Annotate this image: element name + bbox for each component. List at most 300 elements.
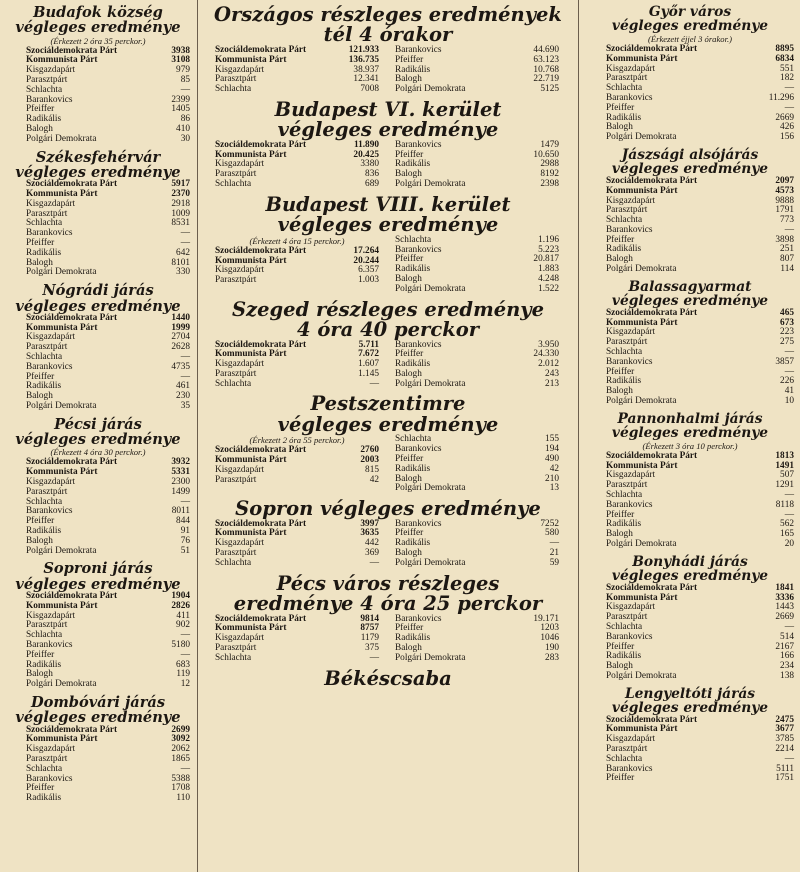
vote-count: 20.244: [353, 255, 379, 266]
party-name: Kisgazdapárt: [606, 195, 656, 206]
vote-count: 223: [780, 327, 794, 338]
result-row: [606, 501, 794, 511]
vote-count: 8757: [360, 623, 379, 634]
vote-count: 1791: [775, 205, 794, 216]
left-column: [0, 0, 196, 872]
vote-count: —: [369, 652, 379, 663]
vote-count: 3898: [775, 234, 794, 245]
party-name: Radikális: [26, 525, 62, 536]
vote-count: 283: [545, 652, 559, 663]
party-name: Kommunista Párt: [215, 349, 287, 360]
result-section: [0, 0, 196, 145]
section-title: Budapest VIII. kerület: [265, 192, 511, 216]
party-name: Parasztpárt: [215, 74, 257, 85]
vote-count: 213: [545, 378, 559, 389]
party-name: Schlachta: [26, 84, 63, 95]
party-name: Radikális: [26, 793, 62, 804]
vote-count: 815: [365, 465, 379, 476]
vote-count: —: [180, 649, 190, 660]
party-name: Barankovics: [606, 631, 653, 642]
vote-count: 3938: [171, 45, 190, 56]
vote-count: 166: [780, 651, 794, 662]
party-name: Radikális: [26, 114, 62, 125]
vote-count: 411: [176, 610, 190, 621]
vote-count: 243: [545, 368, 559, 379]
section-title: végleges eredménye: [277, 412, 499, 436]
party-name: Pfeiffer: [606, 234, 635, 245]
result-list: [393, 435, 559, 494]
party-name: Polgári Demokrata: [395, 378, 466, 389]
result-row: [395, 484, 559, 494]
result-row: [606, 540, 794, 550]
result-section: [580, 0, 800, 143]
party-name: Polgári Demokrata: [395, 84, 466, 95]
party-name: Kommunista Párt: [606, 317, 678, 328]
vote-count: 2370: [171, 189, 190, 200]
result-list: [6, 458, 190, 556]
vote-count: 51: [180, 545, 190, 556]
party-name: Parasztpárt: [606, 744, 648, 755]
party-name: Balogh: [606, 386, 633, 397]
result-list: [6, 726, 190, 804]
party-name: Balogh: [395, 74, 422, 85]
vote-count: 689: [365, 179, 379, 190]
vote-count: 4.248: [538, 273, 559, 284]
vote-count: 2062: [171, 744, 190, 755]
party-name: Pfeiffer: [26, 516, 55, 527]
party-name: Balogh: [606, 529, 633, 540]
result-row: [606, 377, 794, 387]
vote-count: —: [784, 621, 794, 632]
result-row: [395, 380, 559, 390]
party-name: Parasztpárt: [606, 612, 648, 623]
vote-count: 642: [176, 247, 190, 258]
arrival-note: (Érkezett 4 óra 30 perckor.): [50, 447, 146, 458]
result-list: [6, 592, 190, 690]
party-name: Radikális: [606, 244, 642, 255]
vote-count: 30: [180, 133, 190, 144]
party-name: Polgári Demokrata: [26, 267, 97, 278]
party-name: Balogh: [26, 257, 53, 268]
result-list: [6, 47, 190, 145]
result-list: [586, 309, 794, 407]
vote-count: 369: [365, 548, 379, 559]
party-name: Szociáldemokrata Párt: [26, 179, 118, 190]
party-name: Schlachta: [26, 630, 63, 641]
party-name: Barankovics: [395, 44, 442, 55]
result-section: [199, 295, 577, 390]
party-name: Parasztpárt: [606, 337, 648, 348]
vote-count: 194: [545, 444, 559, 455]
result-row: [215, 180, 379, 190]
party-name: Pfeiffer: [606, 641, 635, 652]
vote-count: 11.296: [768, 92, 794, 103]
party-name: Polgári Demokrata: [26, 133, 97, 144]
party-name: Parasztpárt: [215, 368, 257, 379]
party-name: Kommunista Párt: [215, 255, 287, 266]
result-list: [586, 45, 794, 143]
party-name: Kommunista Párt: [606, 53, 678, 64]
party-name: Radikális: [606, 651, 642, 662]
result-row: [606, 765, 794, 775]
vote-count: 138: [780, 670, 794, 681]
party-name: Balogh: [26, 124, 53, 134]
result-row: [606, 133, 794, 143]
result-row: [395, 285, 559, 295]
section-title: végleges eredménye: [611, 568, 769, 585]
section-title: végleges eredménye: [15, 575, 181, 593]
vote-count: 5.223: [538, 244, 559, 255]
vote-count: 2669: [775, 612, 794, 623]
vote-count: 375: [365, 642, 379, 653]
result-row: [26, 402, 190, 412]
vote-count: 9888: [775, 195, 794, 206]
vote-count: 1813: [775, 450, 794, 461]
party-name: Radikális: [26, 247, 62, 258]
section-title: végleges eredménye: [611, 161, 769, 178]
vote-count: 3857: [775, 356, 794, 367]
party-name: Balogh: [395, 642, 422, 653]
result-section: [199, 389, 577, 494]
section-title: Pestszentimre: [310, 392, 466, 416]
party-name: Pfeiffer: [395, 349, 424, 360]
vote-count: 155: [545, 434, 559, 445]
result-row: [395, 85, 559, 95]
party-name: Kisgazdapárt: [606, 734, 656, 745]
party-name: Schlachta: [215, 378, 252, 389]
result-row: [215, 476, 379, 486]
vote-count: —: [180, 228, 190, 239]
party-name: Pfeiffer: [395, 254, 424, 265]
vote-count: 3997: [360, 518, 379, 529]
vote-count: 63.123: [533, 54, 559, 65]
vote-count: —: [549, 538, 559, 549]
party-name: Pfeiffer: [395, 454, 424, 465]
arrival-note: (Érkezett 4 óra 15 perckor.): [249, 235, 345, 246]
party-name: Schlachta: [606, 753, 643, 764]
vote-count: 1865: [171, 753, 190, 764]
result-section: [199, 0, 577, 95]
vote-count: 514: [780, 631, 794, 642]
section-title: végleges eredménye: [611, 18, 769, 35]
result-list: [6, 314, 190, 412]
party-name: Parasztpárt: [606, 73, 648, 84]
vote-count: 8101: [171, 257, 190, 268]
vote-count: 1203: [540, 623, 559, 634]
party-name: Parasztpárt: [215, 169, 257, 180]
party-name: Barankovics: [606, 499, 653, 510]
result-columns: [205, 341, 571, 390]
party-name: Barankovics: [395, 244, 442, 255]
vote-count: 17.264: [353, 245, 379, 256]
party-name: Kisgazdapárt: [606, 327, 656, 338]
party-name: Pfeiffer: [606, 509, 635, 520]
arrival-note: (Érkezett 2 óra 55 perckor.): [249, 435, 345, 446]
result-list: [586, 584, 794, 682]
vote-count: 42: [369, 474, 379, 485]
party-name: Schlachta: [215, 652, 252, 663]
vote-count: —: [180, 238, 190, 248]
party-name: Pfeiffer: [26, 104, 55, 115]
result-row: [606, 265, 794, 275]
party-name: Kommunista Párt: [606, 724, 678, 735]
party-name: Barankovics: [26, 361, 73, 372]
party-name: Szociáldemokrata Párt: [215, 245, 307, 256]
vote-count: 2.012: [538, 359, 559, 370]
result-columns: [205, 520, 571, 569]
vote-count: 902: [176, 620, 190, 631]
vote-count: —: [784, 366, 794, 377]
party-name: Kommunista Párt: [606, 185, 678, 196]
vote-count: 2167: [775, 641, 794, 652]
party-name: Barankovics: [395, 139, 442, 150]
party-name: Barankovics: [606, 356, 653, 367]
section-title: Lengyeltóti járás: [624, 685, 756, 702]
party-name: Kommunista Párt: [215, 528, 287, 539]
vote-count: 165: [780, 529, 794, 540]
party-name: Pfeiffer: [395, 149, 424, 160]
party-name: Schlachta: [606, 621, 643, 632]
result-section: [0, 145, 196, 279]
vote-count: 156: [780, 132, 794, 143]
vote-count: 979: [176, 65, 190, 76]
result-columns: [205, 141, 571, 190]
vote-count: —: [784, 753, 794, 764]
vote-count: 2300: [171, 477, 190, 487]
party-name: Barankovics: [606, 763, 653, 774]
party-name: Schlachta: [606, 83, 643, 94]
vote-count: 11.890: [353, 139, 379, 150]
result-row: [215, 559, 379, 569]
vote-count: 1479: [540, 139, 559, 150]
party-name: Schlachta: [26, 496, 63, 507]
vote-count: 6834: [775, 53, 794, 64]
result-list: [586, 716, 794, 785]
party-name: Schlachta: [395, 234, 432, 245]
vote-count: 4735: [171, 361, 190, 372]
vote-count: 20.817: [533, 254, 559, 265]
party-name: Polgári Demokrata: [26, 679, 97, 690]
vote-count: 1.145: [358, 368, 379, 379]
section-title: végleges eredménye: [15, 163, 181, 181]
party-name: Szociáldemokrata Párt: [215, 44, 307, 55]
party-name: Kisgazdapárt: [215, 538, 265, 549]
party-name: Kommunista Párt: [26, 55, 98, 66]
party-name: Szociáldemokrata Párt: [26, 312, 118, 323]
result-row: [606, 774, 794, 784]
vote-count: 330: [176, 267, 190, 278]
party-name: Kommunista Párt: [215, 623, 287, 634]
section-title: Országos részleges eredmények: [214, 3, 562, 26]
party-name: Parasztpárt: [215, 548, 257, 559]
result-section: [199, 664, 577, 689]
result-row: [395, 180, 559, 190]
result-list: [215, 520, 393, 569]
vote-count: 3677: [775, 724, 794, 735]
result-columns: [205, 435, 571, 494]
vote-count: 8011: [171, 506, 190, 517]
vote-count: 1179: [360, 633, 379, 644]
section-title: Szeged részleges eredménye: [231, 297, 545, 321]
column-rule: [197, 0, 198, 872]
vote-count: 5917: [171, 179, 190, 190]
vote-count: 562: [780, 519, 794, 530]
vote-count: —: [180, 630, 190, 641]
vote-count: 2214: [775, 744, 794, 755]
party-name: Kommunista Párt: [26, 734, 98, 745]
vote-count: 1751: [775, 773, 794, 784]
party-name: Polgári Demokrata: [395, 179, 466, 190]
vote-count: 5.711: [358, 339, 379, 350]
result-list: [215, 341, 393, 390]
result-list: [215, 435, 393, 494]
result-section: [199, 494, 577, 568]
vote-count: 6.357: [358, 265, 379, 276]
section-title: Balassagyarmat: [628, 278, 752, 295]
result-row: [26, 135, 190, 145]
party-name: Kommunista Párt: [215, 455, 287, 466]
section-title: Békéscsaba: [324, 666, 452, 690]
party-name: Szociáldemokrata Párt: [26, 45, 118, 56]
vote-count: 9814: [360, 613, 379, 624]
vote-count: —: [784, 347, 794, 358]
result-row: [606, 94, 794, 104]
vote-count: 230: [176, 391, 190, 402]
vote-count: —: [180, 352, 190, 362]
result-columns: [205, 236, 571, 295]
vote-count: 2669: [775, 112, 794, 123]
party-name: Kisgazdapárt: [215, 64, 265, 75]
vote-count: 3635: [360, 528, 379, 539]
result-row: [215, 654, 379, 664]
party-name: Szociáldemokrata Párt: [215, 339, 307, 350]
section-title: Székesfehérvár: [35, 148, 161, 166]
result-columns: [205, 46, 571, 95]
section-title: végleges eredménye: [611, 700, 769, 717]
party-name: Schlachta: [26, 218, 63, 229]
party-name: Balogh: [606, 254, 633, 265]
party-name: Balogh: [395, 273, 422, 284]
party-name: Polgári Demokrata: [606, 132, 677, 143]
vote-count: 20.425: [353, 149, 379, 160]
vote-count: 2097: [775, 175, 794, 186]
party-name: Polgári Demokrata: [395, 652, 466, 663]
vote-count: 461: [176, 381, 190, 392]
vote-count: —: [784, 509, 794, 520]
party-name: Balogh: [395, 169, 422, 180]
vote-count: 3932: [171, 457, 190, 468]
party-name: Polgári Demokrata: [395, 557, 466, 568]
vote-count: 7252: [540, 518, 559, 529]
vote-count: 275: [780, 337, 794, 348]
vote-count: 5111: [776, 763, 794, 774]
vote-count: 182: [780, 73, 794, 84]
result-row: [215, 380, 379, 390]
result-list: [393, 236, 559, 295]
result-row: [606, 226, 794, 236]
vote-count: 1405: [171, 104, 190, 115]
party-name: Kommunista Párt: [606, 592, 678, 603]
party-name: Kisgazdapárt: [26, 744, 76, 755]
vote-count: —: [784, 83, 794, 94]
vote-count: 2760: [360, 445, 379, 456]
party-name: Radikális: [395, 538, 431, 549]
section-title: eredménye 4 óra 25 perckor: [233, 592, 543, 616]
section-title: végleges eredménye: [15, 19, 181, 37]
party-name: Radikális: [395, 159, 431, 170]
result-section: [0, 278, 196, 412]
vote-count: 2918: [171, 198, 190, 209]
result-list: [393, 141, 559, 190]
vote-count: 12: [180, 679, 190, 690]
result-list: [586, 452, 794, 550]
party-name: Szociáldemokrata Párt: [606, 43, 698, 54]
result-list: [215, 615, 393, 664]
party-name: Radikális: [395, 264, 431, 275]
vote-count: —: [180, 84, 190, 95]
party-name: Parasztpárt: [26, 486, 68, 497]
result-row: [215, 276, 379, 286]
arrival-note: (Érkezett 2 óra 35 perckor.): [50, 35, 146, 46]
party-name: Schlachta: [395, 434, 432, 445]
result-section: [199, 569, 577, 664]
party-name: Barankovics: [26, 773, 73, 784]
vote-count: 42: [549, 463, 559, 474]
vote-count: 10.768: [533, 64, 559, 75]
vote-count: 8192: [540, 169, 559, 180]
vote-count: 41: [784, 386, 794, 397]
vote-count: 19.171: [533, 613, 559, 624]
party-name: Szociáldemokrata Párt: [26, 591, 118, 601]
party-name: Parasztpárt: [215, 474, 257, 485]
vote-count: 44.690: [533, 44, 559, 55]
party-name: Parasztpárt: [215, 275, 257, 286]
result-list: [6, 180, 190, 278]
party-name: Kisgazdapárt: [606, 470, 656, 481]
party-name: Kisgazdapárt: [215, 265, 265, 276]
vote-count: 85: [180, 75, 190, 86]
vote-count: 121.933: [348, 44, 379, 55]
party-name: Kisgazdapárt: [26, 477, 76, 487]
result-row: [26, 547, 190, 557]
result-row: [606, 114, 794, 124]
party-name: Szociáldemokrata Párt: [215, 139, 307, 150]
vote-count: 580: [545, 528, 559, 539]
party-name: Balogh: [395, 473, 422, 484]
section-title: végleges eredménye: [611, 425, 769, 442]
party-name: Parasztpárt: [606, 205, 648, 216]
party-name: Kisgazdapárt: [215, 359, 265, 370]
party-name: Szociáldemokrata Párt: [215, 518, 307, 529]
vote-count: 119: [176, 669, 190, 680]
party-name: Balogh: [26, 669, 53, 680]
party-name: Radikális: [395, 463, 431, 474]
result-row: [606, 397, 794, 407]
result-section: [580, 550, 800, 682]
party-name: Pfeiffer: [395, 54, 424, 65]
result-section: [580, 143, 800, 275]
section-title: Pécs város részleges: [276, 571, 500, 595]
vote-count: 10: [784, 396, 794, 407]
party-name: Kommunista Párt: [26, 189, 98, 200]
section-title: Jászsági alsójárás: [621, 146, 759, 163]
result-row: [606, 245, 794, 255]
party-name: Pfeiffer: [26, 649, 55, 660]
vote-count: —: [784, 102, 794, 113]
section-title: végleges eredménye: [277, 118, 499, 142]
party-name: Kisgazdapárt: [26, 610, 76, 621]
vote-count: 2704: [171, 332, 190, 343]
